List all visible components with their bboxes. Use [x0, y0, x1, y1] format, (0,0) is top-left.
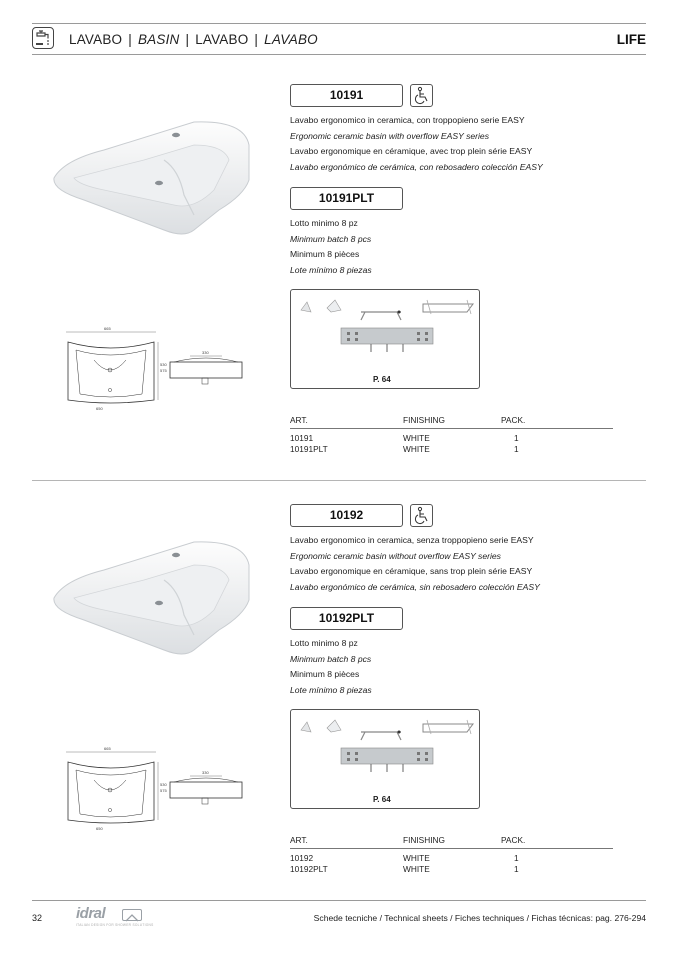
plt-description — [290, 216, 372, 278]
cell-art: 10192 — [290, 853, 314, 863]
title-fr: LAVABO — [195, 32, 249, 47]
table-header — [290, 835, 613, 849]
plt-desc-fr: Minimum 8 pièces — [290, 669, 360, 679]
accessory-images — [291, 290, 479, 374]
basin-photo — [44, 520, 254, 660]
wheelchair-icon — [410, 84, 433, 107]
cell-finishing: WHITE — [403, 853, 430, 863]
product-code: 10192 — [290, 504, 403, 527]
desc-fr: Lavabo ergonomique en céramique, sans trop plein série EASY — [290, 566, 533, 576]
table-row — [290, 864, 613, 875]
col-finishing: FINISHING — [403, 835, 445, 845]
cell-finishing: WHITE — [403, 444, 430, 454]
desc-fr: Lavabo ergonomique en céramique, avec trop plein série EASY — [290, 146, 533, 156]
col-pack: PACK. — [501, 835, 526, 845]
page-title: LAVABO | BASIN | LAVABO | LAVABO — [69, 32, 318, 47]
table-header — [290, 415, 613, 429]
accessory-box — [290, 289, 480, 389]
wheelchair-icon — [410, 504, 433, 527]
plt-code: 10192PLT — [290, 607, 403, 630]
plt-desc-en: Minimum batch 8 pcs — [290, 233, 372, 244]
product-code: 10191 — [290, 84, 403, 107]
desc-es: Lavabo ergonómico de cerámica, con rebosadero colección EASY — [290, 161, 543, 172]
desc-es: Lavabo ergonómico de cerámica, sin rebosadero colección EASY — [290, 581, 540, 592]
product-description — [290, 113, 543, 175]
footer-rule — [32, 900, 646, 901]
desc-it: Lavabo ergonomico in ceramica, con troppopieno serie EASY — [290, 115, 525, 125]
desc-it: Lavabo ergonomico in ceramica, senza troppopieno serie EASY — [290, 535, 534, 545]
desc-en: Ergonomic ceramic basin without overflow EASY series — [290, 550, 501, 561]
accessory-box — [290, 709, 480, 809]
plt-desc-es: Lote mínimo 8 piezas — [290, 264, 372, 275]
product-section — [0, 60, 678, 480]
cell-pack: 1 — [514, 433, 519, 443]
technical-drawing — [54, 730, 264, 830]
col-art: ART. — [290, 415, 308, 425]
cell-pack: 1 — [514, 444, 519, 454]
dim-depth: 575 — [160, 788, 167, 793]
plt-desc-fr: Minimum 8 pièces — [290, 249, 360, 259]
cell-art: 10192PLT — [290, 864, 328, 874]
cell-finishing: WHITE — [403, 864, 430, 874]
accessory-page-ref: P. 64 — [373, 375, 391, 384]
footer-note: Schede tecniche / Technical sheets / Fiches techniques / Fichas técnicas: pag. 276-294 — [313, 913, 646, 923]
desc-en: Ergonomic ceramic basin with overflow EASY series — [290, 130, 490, 141]
cell-art: 10191PLT — [290, 444, 328, 454]
dim-inner: 330 — [202, 350, 209, 355]
header-bottom-rule — [32, 54, 646, 55]
tap-icon — [32, 27, 54, 49]
title-it: LAVABO — [69, 32, 123, 47]
accessory-page-ref: P. 64 — [373, 795, 391, 804]
plt-code: 10191PLT — [290, 187, 403, 210]
cell-art: 10191 — [290, 433, 314, 443]
collection-name: LIFE — [616, 32, 646, 47]
cell-finishing: WHITE — [403, 433, 430, 443]
plt-desc-en: Minimum batch 8 pcs — [290, 653, 372, 664]
plt-desc-it: Lotto minimo 8 pz — [290, 218, 358, 228]
col-art: ART. — [290, 835, 308, 845]
section-divider — [32, 480, 646, 481]
technical-drawing — [54, 310, 264, 410]
product-section — [0, 480, 678, 900]
dim-depth-2: 530 — [160, 362, 167, 367]
dim-depth: 575 — [160, 368, 167, 373]
plt-description — [290, 636, 372, 698]
page-number: 32 — [32, 913, 43, 923]
brand-tagline: ITALIAN DESIGN FOR SHOWER SOLUTIONS — [76, 923, 154, 927]
brand-mark-icon — [122, 909, 142, 921]
cell-pack: 1 — [514, 864, 519, 874]
dim-depth-2: 530 — [160, 782, 167, 787]
article-table — [290, 415, 613, 455]
table-row — [290, 433, 613, 444]
basin-photo — [44, 100, 254, 240]
accessory-images — [291, 710, 479, 794]
brand-logo: idral — [76, 905, 106, 922]
title-es: LAVABO — [264, 32, 318, 47]
cell-pack: 1 — [514, 853, 519, 863]
col-finishing: FINISHING — [403, 415, 445, 425]
title-en: BASIN — [137, 32, 180, 47]
table-row — [290, 853, 613, 864]
col-pack: PACK. — [501, 415, 526, 425]
plt-desc-it: Lotto minimo 8 pz — [290, 638, 358, 648]
dim-bottom: 650 — [96, 826, 103, 830]
dim-width: 665 — [104, 746, 111, 751]
product-description — [290, 533, 540, 595]
article-table — [290, 835, 613, 875]
header-top-rule — [32, 23, 646, 24]
plt-desc-es: Lote mínimo 8 piezas — [290, 684, 372, 695]
dim-width: 665 — [104, 326, 111, 331]
dim-inner: 330 — [202, 770, 209, 775]
table-row — [290, 444, 613, 455]
dim-bottom: 650 — [96, 406, 103, 410]
